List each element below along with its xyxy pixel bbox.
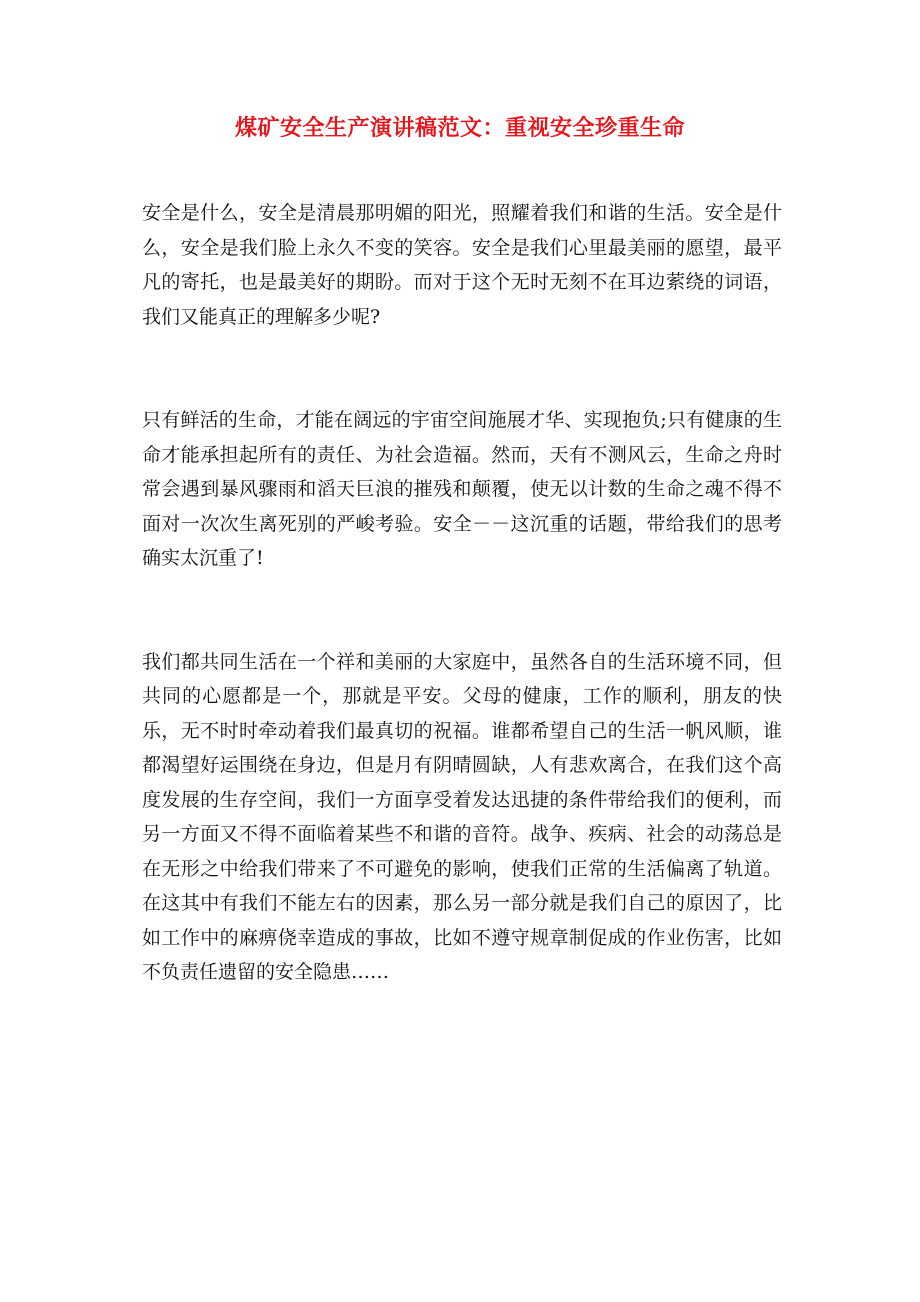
paragraph-1: 安全是什么，安全是清晨那明媚的阳光，照耀着我们和谐的生活。安全是什么，安全是我们脸上永久不变的笑容。安全是我们心里最美丽的愿望，最平凡的寄托，也是最美好的期盼。而对于这个无时无刻不在耳边萦绕的词语，我们又能真正的理解多少呢? <box>142 202 782 328</box>
document-title: 煤矿安全生产演讲稿范文：重视安全珍重生命 <box>234 115 685 141</box>
paragraph-3: 我们都共同生活在一个祥和美丽的大家庭中，虽然各自的生活环境不同，但共同的心愿都是一个，那就是平安。父母的健康，工作的顺利，朋友的快乐，无不时时牵动着我们最真切的祝福。谁都希望自己的生活一帆风顺，谁都渴望好运围绕在身边，但是月有阴晴圆缺，人有悲欢离合，在我们这个高度发展的生存空间，我们一方面享受着发达迅捷的条件带给我们的便利，而另一方面又不得不面临着某些不和谐的音符。战争、疾病、社会的动荡总是在无形之中给我们带来了不可避免的影响，使我们正常的生活偏离了轨道。在这其中有我们不能左右的因素，那么另一部分就是我们自己的原因了，比如工作中的麻痹侥幸造成的事故，比如不遵守规章制促成的作业伤害，比如不负责任遗留的安全隐患…… <box>142 650 782 983</box>
paragraph-2: 只有鲜活的生命，才能在阔远的宇宙空间施展才华、实现抱负;只有健康的生命才能承担起所有的责任、为社会造福。然而，天有不测风云，生命之舟时常会遇到暴风骤雨和滔天巨浪的摧残和颠覆，使无以计数的生命之魂不得不面对一次次生离死别的严峻考验。安全－－这沉重的话题，带给我们的思考确实太沉重了! <box>142 409 782 569</box>
document-body <box>142 196 782 990</box>
